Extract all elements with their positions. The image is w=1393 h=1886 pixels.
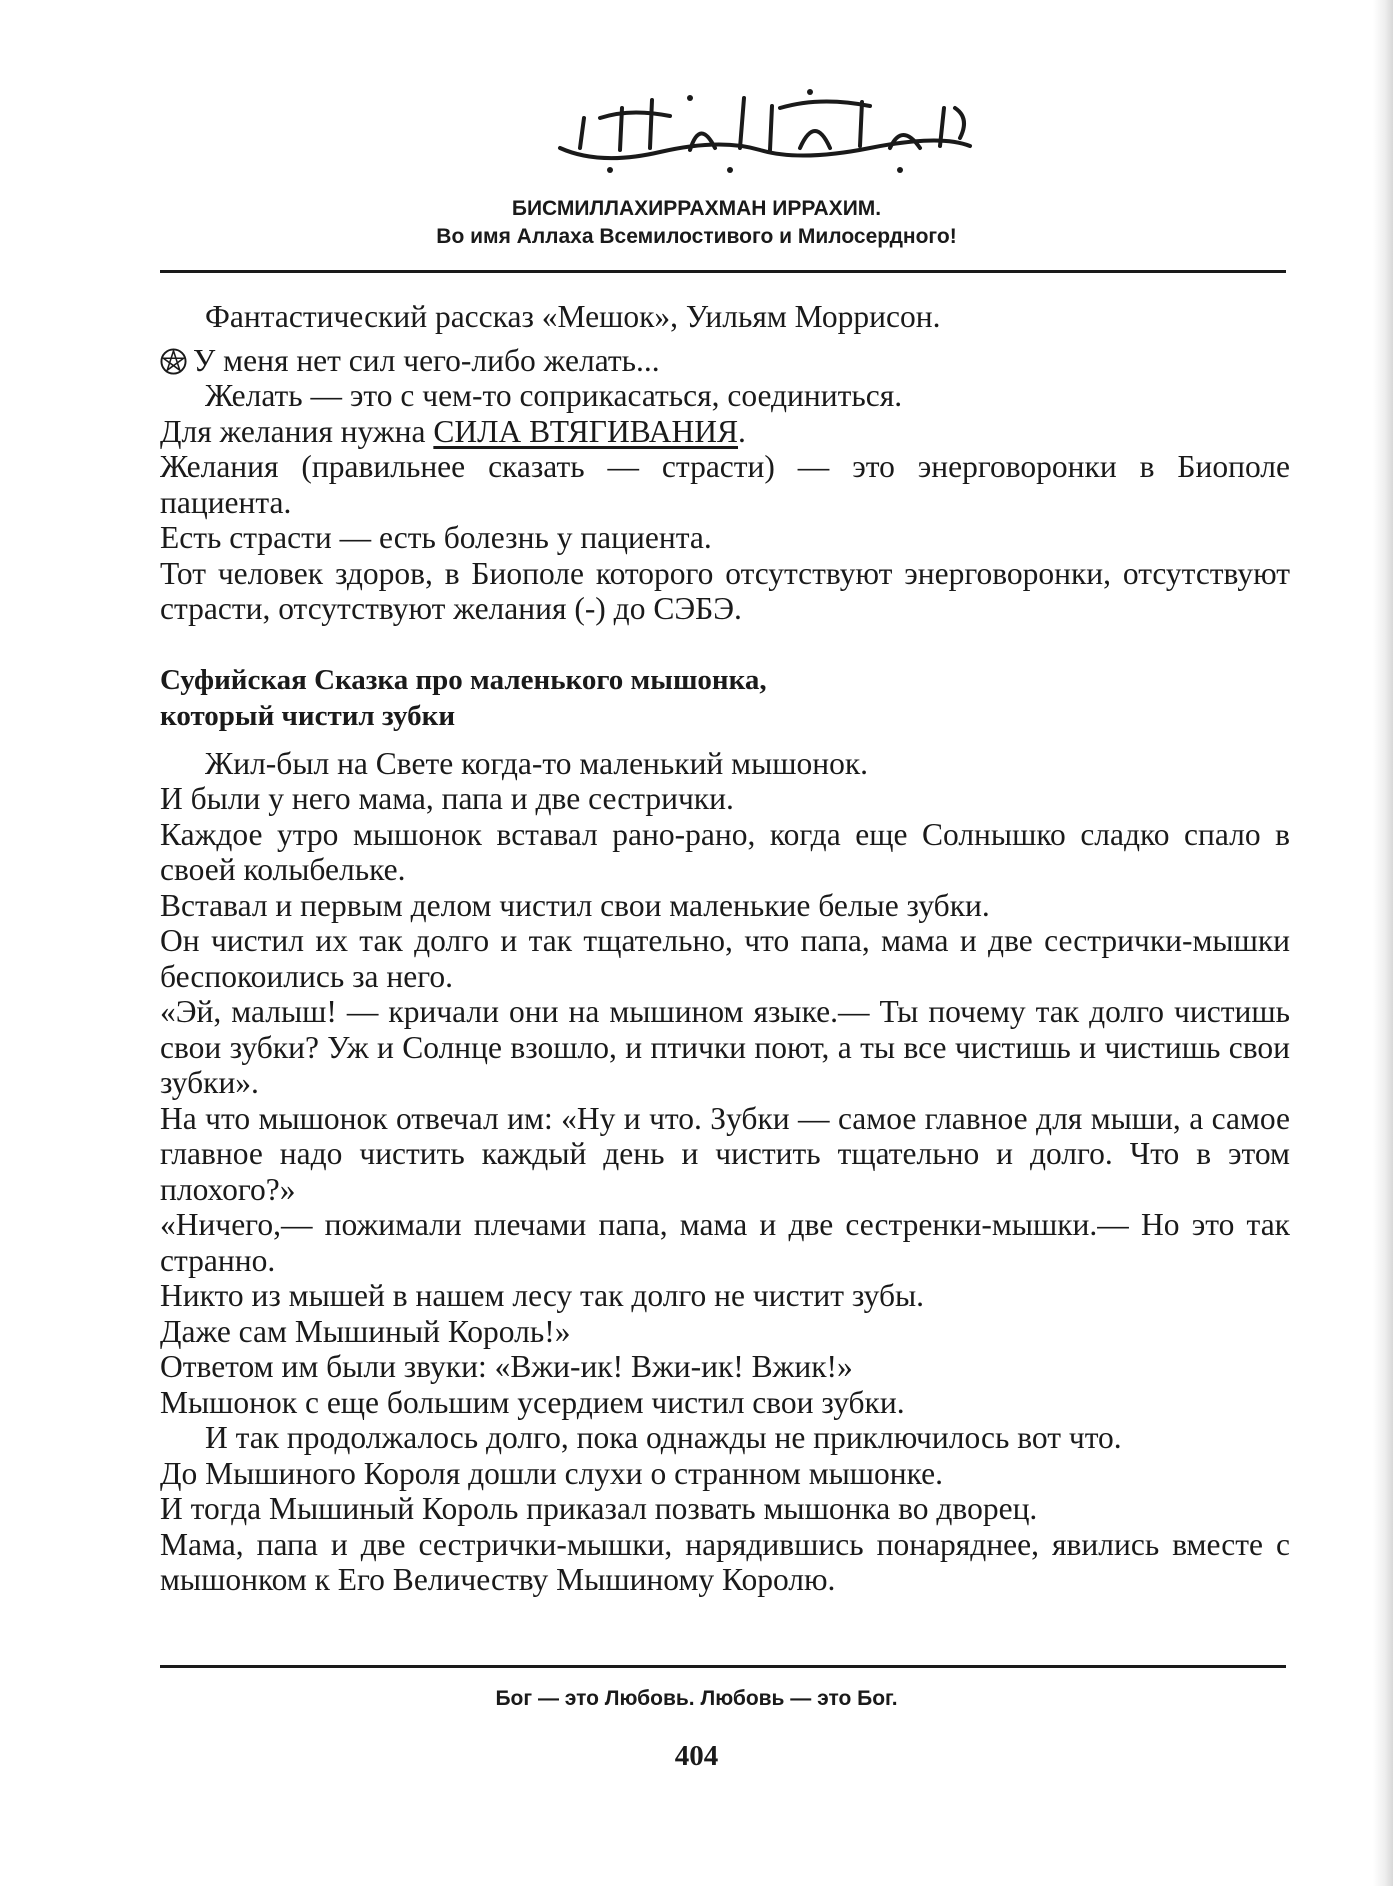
- footer-rule: [160, 1665, 1286, 1668]
- tale-paragraph: И были у него мама, папа и две сестрички.: [160, 781, 734, 816]
- tale-paragraph: Каждое утро мышонок вставал рано-рано, когда еще Солнышко сладко спало в своей колыбельке.: [160, 816, 1290, 887]
- intro-paragraph: Тот человек здоров, в Биополе которого отсутствуют энерговоронки, отсутствуют страсти, отсутствуют желания (-) до СЭБЭ.: [160, 555, 1290, 626]
- tale-paragraph: Даже сам Мышиный Король!»: [160, 1313, 571, 1349]
- intro-paragraph: Есть страсти — есть болезнь у пациента.: [160, 520, 712, 555]
- tale-paragraph: Мама, папа и две сестрички-мышки, нарядившись понаряднее, явились вместе с мышонком к Его Величеству Мышиному Королю.: [160, 1526, 1290, 1597]
- footer-motto: Бог — это Любовь. Любовь — это Бог.: [495, 1687, 898, 1710]
- page-number: 404: [674, 1740, 719, 1772]
- header-rule: [160, 270, 1286, 273]
- tale-paragraph: Он чистил их так долго и так тщательно, что папа, мама и две сестрички-мышки беспокоились за него.: [160, 923, 1290, 994]
- arabic-calligraphy-emblem: [540, 78, 980, 178]
- tale-paragraph: Никто из мышей в нашем лесу так долго не чистит зубы.: [160, 1278, 925, 1313]
- tale-paragraph: «Ничего,— пожимали плечами папа, мама и две сестренки-мышки.— Но это так странно.: [160, 1207, 1290, 1278]
- header-subtitle: Во имя Аллаха Всемилостивого и Милосердного!: [436, 225, 957, 248]
- header-title: БИСМИЛЛАХИРРАХМАН ИРРАХИМ.: [511, 197, 882, 220]
- intro-paragraph: Желания (правильнее сказать — страсти) — это энерговоронки в Биополе пациента.: [160, 449, 1290, 520]
- tale-paragraph: И так продолжалось долго, пока однажды не приключилось вот что.: [205, 1420, 1122, 1455]
- intro-text: .: [738, 413, 746, 449]
- intro-paragraph: [160, 343, 1290, 379]
- tale-paragraph: И тогда Мышиный Король приказал позвать мышонка во дворец.: [160, 1491, 1038, 1526]
- page-body: [160, 299, 1290, 1598]
- intro-line: У меня нет сил чего-либо желать...: [193, 342, 660, 378]
- page-edge-shadow: [1373, 0, 1393, 1886]
- tale-paragraph: Жил-был на Свете когда-то маленький мышонок.: [205, 745, 869, 781]
- story-reference: Фантастический рассказ «Мешок», Уильям Моррисон.: [205, 299, 941, 334]
- tale-paragraph: На что мышонок отвечал им: «Ну и что. Зубки — самое главное для мыши, а самое главное надо чистить каждый день и чистить тщательно и долго. Что в этом плохого?»: [160, 1100, 1290, 1207]
- tale-paragraph: Ответом им были звуки: «Вжи-ик! Вжи-ик! Вжик!»: [160, 1349, 853, 1384]
- intro-paragraph: Желать — это с чем-то соприкасаться, соединиться.: [205, 378, 903, 413]
- pentagram-icon: [160, 348, 187, 375]
- intro-text: Для желания нужна: [160, 413, 434, 449]
- tale-paragraph: «Эй, малыш! — кричали они на мышином языке.— Ты почему так долго чистишь свои зубки? Уж и Солнце взошло, и птички поют, а ты все чистишь и чистишь свои зубки».: [160, 994, 1290, 1100]
- intro-paragraph: [160, 414, 1290, 450]
- underlined-term: СИЛА ВТЯГИВАНИЯ: [433, 413, 738, 449]
- tale-paragraph: До Мышиного Короля дошли слухи о странном мышонке.: [160, 1455, 944, 1491]
- tale-title: который чистил зубки: [160, 699, 456, 732]
- tale-paragraph: Мышонок с еще большим усердием чистил свои зубки.: [160, 1384, 905, 1420]
- tale-title: Суфийская Сказка про маленького мышонка,: [160, 663, 767, 696]
- tale-paragraph: Вставал и первым делом чистил свои маленькие белые зубки.: [160, 887, 990, 923]
